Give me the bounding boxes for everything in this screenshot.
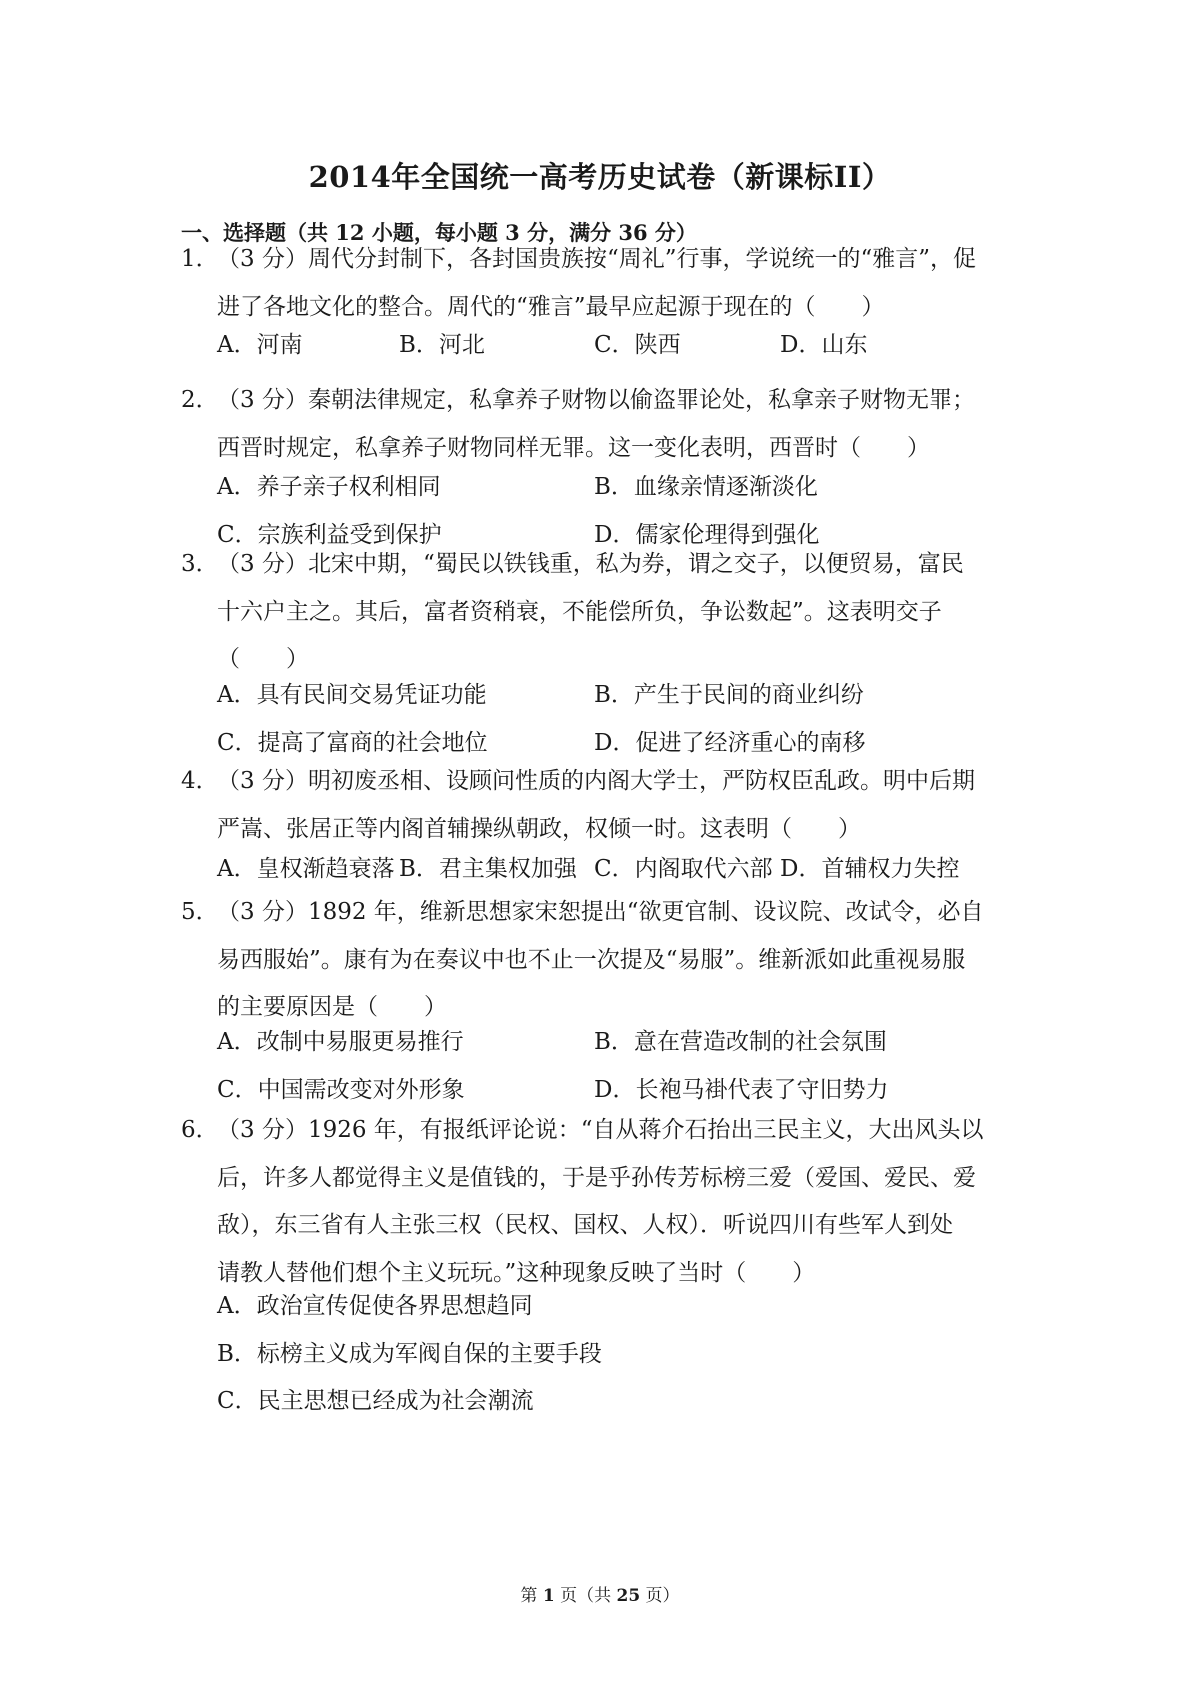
- question-number: 1．: [181, 246, 219, 272]
- question-stem: [217, 541, 1007, 684]
- option-b[interactable]: B．标榜主义成为军阀自保的主要手段: [217, 1340, 602, 1367]
- page-title: 2014年全国统一高考历史试卷（新课标II）: [308, 160, 892, 194]
- option-c[interactable]: C．陕西: [594, 332, 681, 358]
- option-a[interactable]: A．养子亲子权利相同: [217, 474, 441, 500]
- stem-line: （3 分）北宋中期，“蜀民以铁钱重，私为券，谓之交子，以便贸易，富民: [217, 551, 964, 577]
- question-stem: [217, 758, 1007, 853]
- stem-line: 敌），东三省有人主张三权（民权、国权、人权）．听说四川有些军人到处: [217, 1212, 953, 1238]
- option-list: [217, 672, 1017, 767]
- option-a[interactable]: A．政治宣传促使各界思想趋同: [217, 1293, 533, 1319]
- page-number: 1: [542, 1586, 555, 1606]
- stem-line: （3 分）明初废丞相、设顾问性质的内阁大学士，严防权臣乱政。明中后期: [217, 768, 975, 794]
- option-b[interactable]: B．君主集权加强: [399, 856, 577, 882]
- question-stem: [217, 377, 1007, 472]
- stem-line: 进了各地文化的整合。周代的“雅言”最早应起源于现在的（ ）: [217, 293, 885, 320]
- footer-prefix: 第: [520, 1586, 543, 1606]
- stem-line: 请教人替他们想个主义玩玩。”这种现象反映了当时（ ）: [217, 1259, 816, 1286]
- option-c[interactable]: C．内阁取代六部: [594, 856, 773, 882]
- question-number: 6．: [181, 1117, 219, 1143]
- option-a[interactable]: A．具有民间交易凭证功能: [217, 682, 487, 708]
- stem-line: 十六户主之。其后，富者资稍衰，不能偿所负，争讼数起”。这表明交子: [217, 598, 942, 625]
- page-footer: [0, 1584, 1200, 1608]
- footer-suffix: 页）: [640, 1586, 680, 1606]
- stem-line: 西晋时规定，私拿养子财物同样无罪。这一变化表明，西晋时（ ）: [217, 434, 930, 461]
- question-stem: [217, 236, 1007, 331]
- stem-line: （3 分）秦朝法律规定，私拿养子财物以偷盗罪论处，私拿亲子财物无罪；: [217, 387, 975, 413]
- option-c[interactable]: C．宗族利益受到保护: [217, 521, 442, 548]
- option-c[interactable]: C．提高了富商的社会地位: [217, 729, 488, 756]
- stem-line: 严嵩、张居正等内阁首辅操纵朝政，权倾一时。这表明（ ）: [217, 815, 861, 842]
- question-stem: [217, 889, 1007, 1032]
- option-list: [217, 1283, 1017, 1426]
- option-c[interactable]: C．中国需改变对外形象: [217, 1076, 465, 1103]
- option-b[interactable]: B．血缘亲情逐渐淡化: [594, 474, 818, 500]
- question-number: 4．: [181, 768, 219, 794]
- option-d[interactable]: D．首辅权力失控: [780, 856, 960, 882]
- option-b[interactable]: B．产生于民间的商业纠纷: [594, 682, 864, 708]
- question-number: 3．: [181, 551, 219, 577]
- section-heading: 一、选择题（共 12 小题，每小题 3 分，满分 36 分）: [181, 220, 697, 245]
- option-a[interactable]: A．改制中易服更易推行: [217, 1029, 464, 1055]
- question-number: 2．: [181, 387, 219, 413]
- footer-middle: 页（共: [554, 1586, 617, 1606]
- option-d[interactable]: D．儒家伦理得到强化: [594, 521, 820, 548]
- option-b[interactable]: B．意在营造改制的社会氛围: [594, 1029, 887, 1055]
- option-a[interactable]: A．河南: [217, 332, 303, 358]
- stem-line: （ ）: [217, 646, 309, 672]
- option-list: [217, 322, 1017, 370]
- stem-line: 的主要原因是（ ）: [217, 994, 447, 1020]
- stem-line: 后，许多人都觉得主义是值钱的，于是乎孙传芳标榜三爱（爱国、爱民、爱: [217, 1164, 976, 1191]
- question-stem: [217, 1107, 1007, 1297]
- stem-line: （3 分）1926 年，有报纸评论说：“自从蒋介石抬出三民主义，大出风头以: [217, 1117, 984, 1143]
- option-a[interactable]: A．皇权渐趋衰落: [217, 856, 395, 882]
- question-number: 5．: [181, 899, 219, 925]
- option-d[interactable]: D．长袍马褂代表了守旧势力: [594, 1076, 889, 1103]
- option-c[interactable]: C．民主思想已经成为社会潮流: [217, 1388, 534, 1414]
- stem-line: 易西服始”。康有为在奏议中也不止一次提及“易服”。维新派如此重视易服: [217, 946, 966, 973]
- option-d[interactable]: D．促进了经济重心的南移: [594, 729, 866, 756]
- option-b[interactable]: B．河北: [399, 332, 485, 358]
- option-list: [217, 1019, 1017, 1114]
- stem-line: （3 分）周代分封制下，各封国贵族按“周礼”行事，学说统一的“雅言”，促: [217, 246, 976, 272]
- stem-line: （3 分）1892 年，维新思想家宋恕提出“欲更官制、设议院、改试令，必自: [217, 899, 984, 925]
- page-total: 25: [616, 1586, 641, 1606]
- option-d[interactable]: D．山东: [780, 332, 868, 358]
- option-list: [217, 846, 1017, 894]
